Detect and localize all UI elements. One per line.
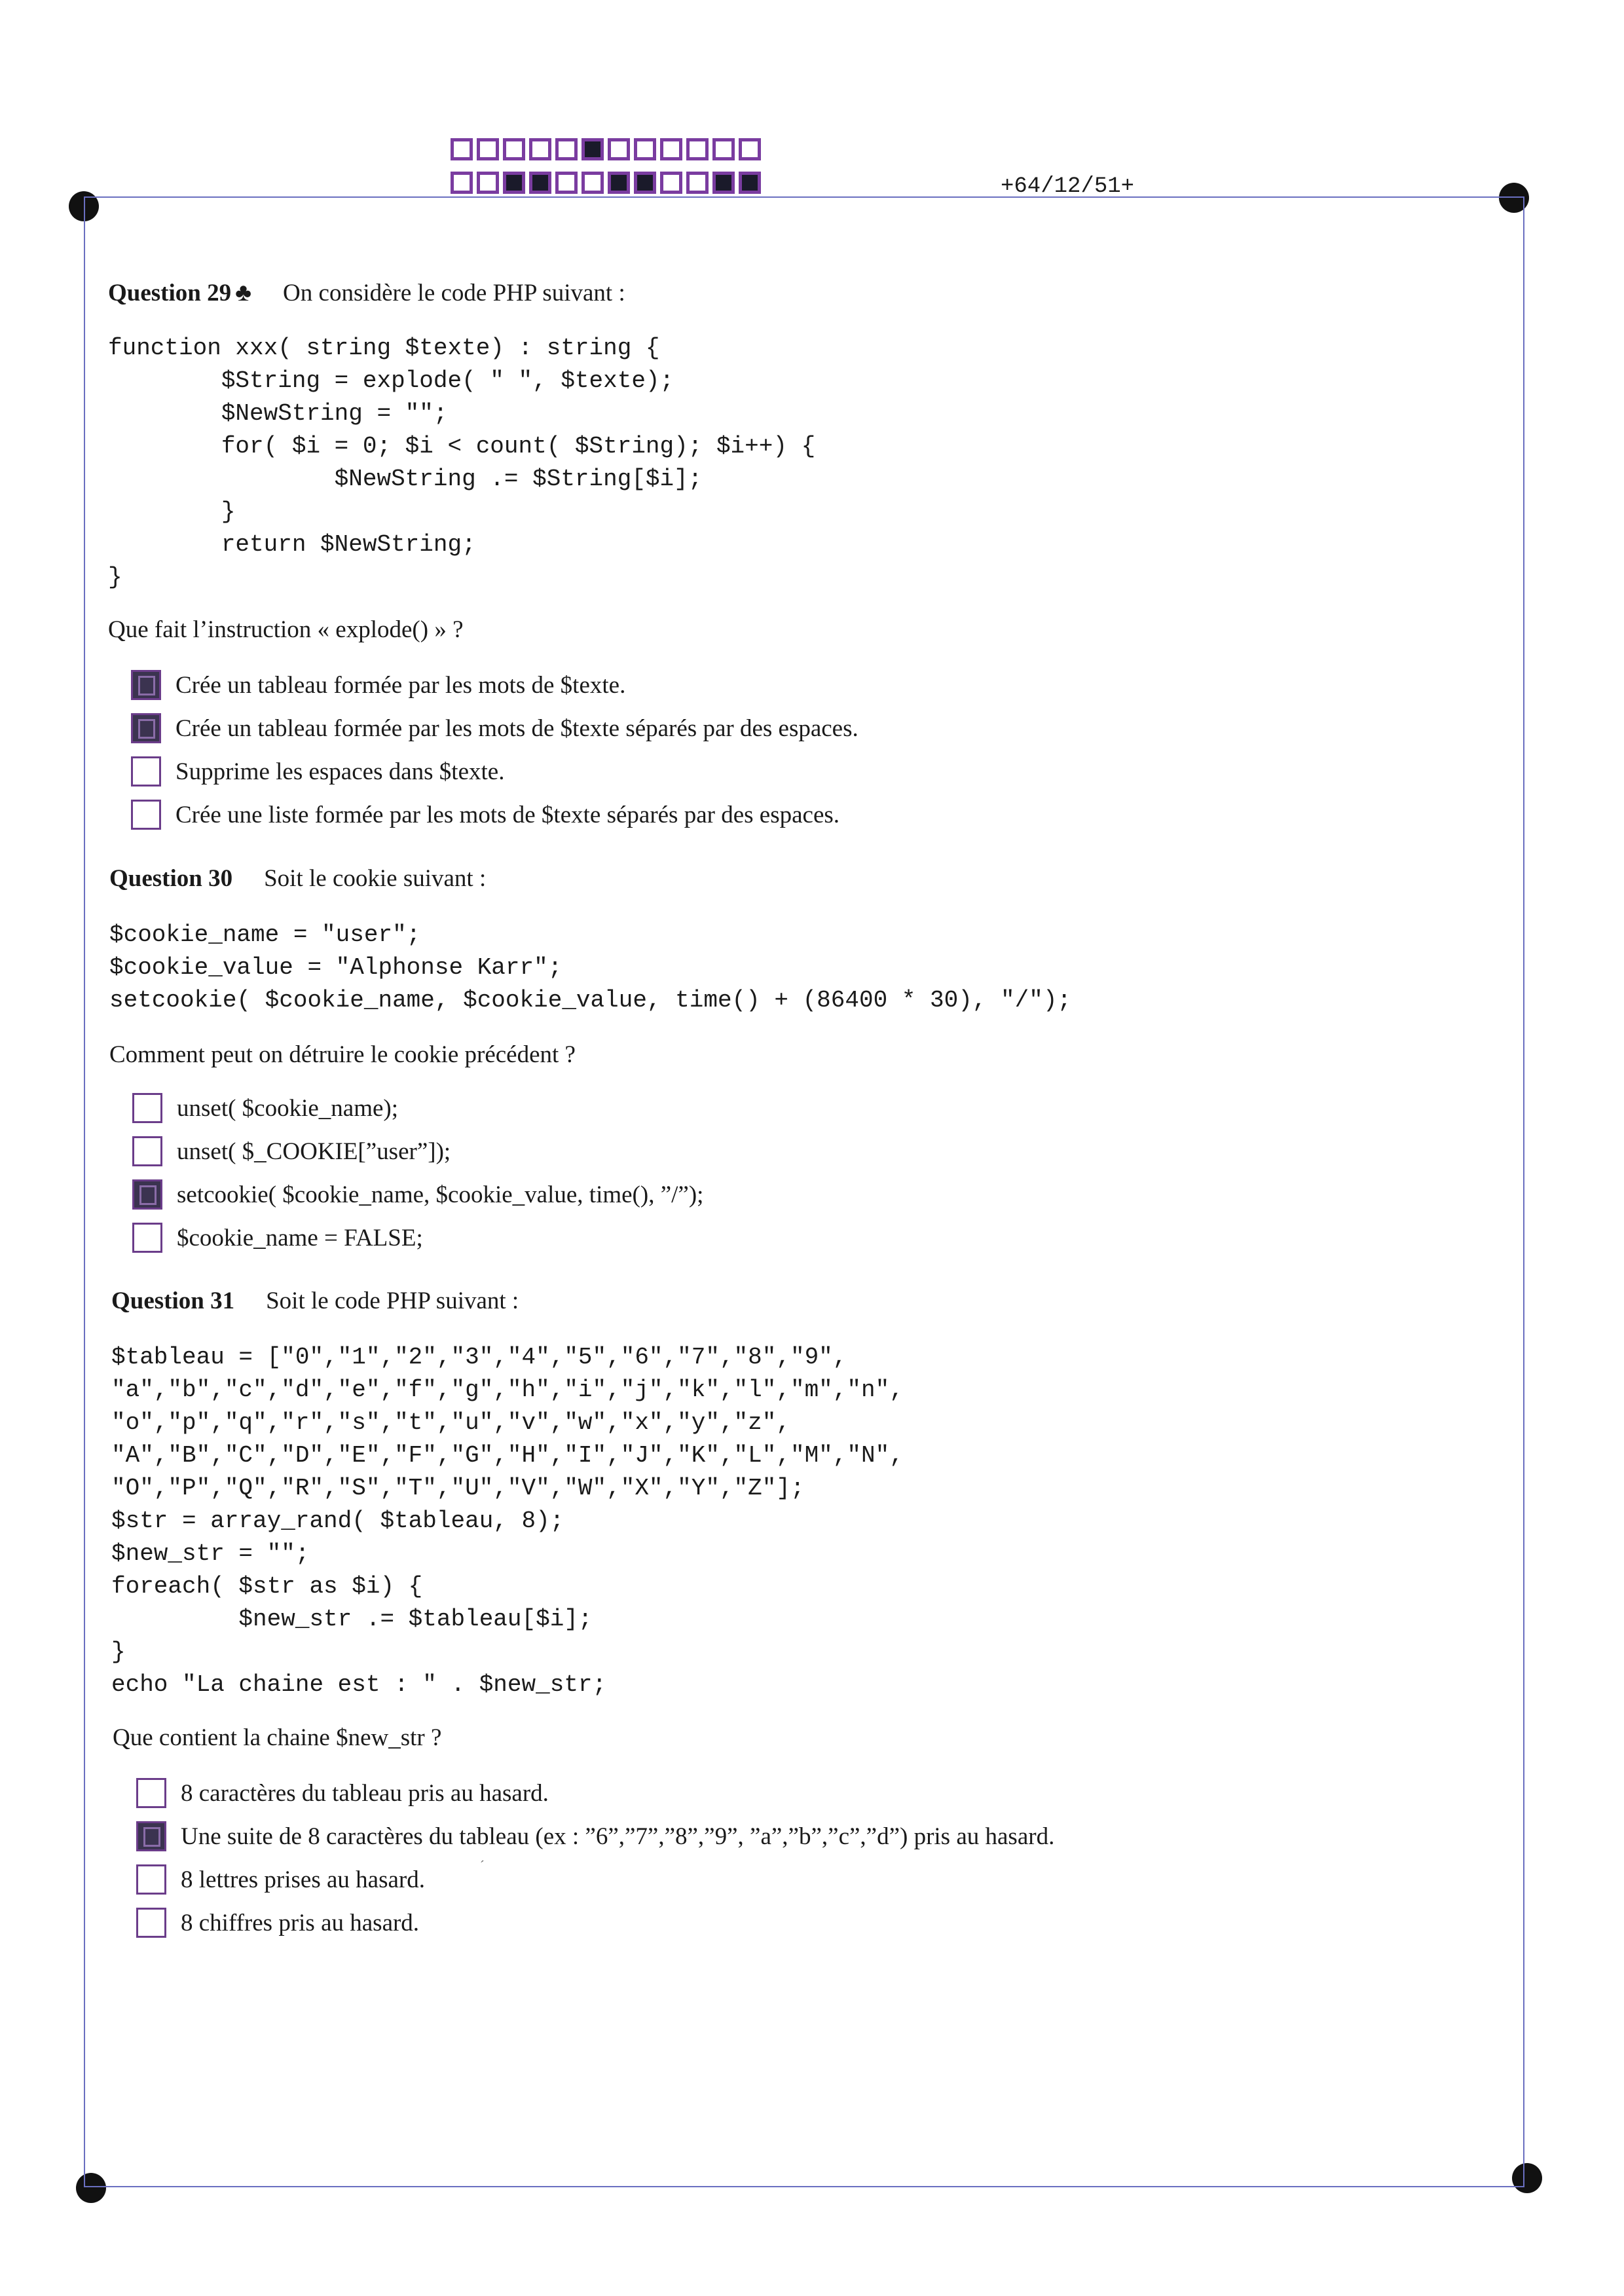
answer-option[interactable] bbox=[132, 1173, 703, 1216]
answer-checkbox[interactable] bbox=[132, 1093, 162, 1123]
barcode-cell bbox=[634, 138, 656, 160]
barcode-cell bbox=[581, 172, 604, 194]
question-30-code: $cookie_name = "user"; $cookie_value = "Alphonse Karr"; setcookie( $cookie_name, $cookie_value, time() + (86400 * 30), "/"); bbox=[109, 921, 1072, 1014]
page-id: +64/12/51+ bbox=[1001, 174, 1135, 199]
answer-option[interactable] bbox=[131, 793, 858, 836]
answer-option[interactable] bbox=[136, 1771, 1054, 1815]
answer-option[interactable] bbox=[131, 707, 858, 750]
answer-text: 8 caractères du tableau pris au hasard. bbox=[181, 1779, 549, 1807]
barcode-cell bbox=[686, 172, 709, 194]
answer-text: 8 lettres prises au hasard. bbox=[181, 1866, 425, 1893]
barcode-cell bbox=[608, 138, 630, 160]
answer-text: $cookie_name = FALSE; bbox=[177, 1224, 423, 1251]
barcode-cell bbox=[529, 138, 551, 160]
answer-checkbox[interactable] bbox=[136, 1908, 166, 1938]
barcode-cell bbox=[477, 172, 499, 194]
answer-text: Crée un tableau formée par les mots de $texte séparés par des espaces. bbox=[175, 714, 858, 742]
question-30-prompt: Comment peut on détruire le cookie précédent ? bbox=[109, 1041, 576, 1068]
barcode-cell bbox=[712, 172, 735, 194]
barcode-cell bbox=[503, 138, 525, 160]
answer-option[interactable] bbox=[132, 1086, 703, 1130]
barcode-cell bbox=[739, 172, 761, 194]
stray-pen-mark: ´ bbox=[480, 1859, 485, 1873]
club-icon: ♣ bbox=[235, 279, 252, 306]
answer-text: setcookie( $cookie_name, $cookie_value, time(), ”/”); bbox=[177, 1181, 704, 1208]
question-30-label: Question 30 bbox=[109, 865, 233, 892]
question-29-answers bbox=[131, 663, 858, 836]
barcode-cell bbox=[581, 138, 604, 160]
barcode-cell bbox=[451, 172, 473, 194]
question-30-intro: Soit le cookie suivant : bbox=[264, 865, 487, 892]
barcode-cell bbox=[555, 172, 578, 194]
answer-option[interactable] bbox=[132, 1130, 703, 1173]
barcode-cell bbox=[739, 138, 761, 160]
barcode-cell bbox=[660, 172, 682, 194]
answer-checkbox[interactable] bbox=[132, 1179, 162, 1210]
answer-text: Crée une liste formée par les mots de $texte séparés par des espaces. bbox=[175, 801, 840, 828]
answer-text: unset( $cookie_name); bbox=[177, 1094, 399, 1122]
answer-option[interactable] bbox=[131, 750, 858, 793]
answer-text: 8 chiffres pris au hasard. bbox=[181, 1909, 420, 1936]
question-29-prompt: Que fait l’instruction « explode() » ? bbox=[108, 616, 464, 643]
question-31-header bbox=[111, 1287, 519, 1315]
answer-checkbox[interactable] bbox=[136, 1864, 166, 1895]
answer-text: Une suite de 8 caractères du tableau (ex : ”6”,”7”,”8”,”9”, ”a”,”b”,”c”,”d”) pris au hasard. bbox=[181, 1823, 1055, 1850]
answer-option[interactable] bbox=[132, 1216, 703, 1259]
answer-checkbox[interactable] bbox=[131, 713, 161, 743]
answer-checkbox[interactable] bbox=[132, 1136, 162, 1166]
question-31-prompt: Que contient la chaine $new_str ? bbox=[113, 1724, 442, 1751]
question-31-answers bbox=[136, 1771, 1054, 1944]
question-29-intro: On considère le code PHP suivant : bbox=[283, 280, 625, 306]
barcode-cell bbox=[608, 172, 630, 194]
answer-checkbox[interactable] bbox=[131, 800, 161, 830]
answer-option[interactable] bbox=[136, 1858, 1054, 1901]
answer-checkbox[interactable] bbox=[132, 1223, 162, 1253]
answer-text: Crée un tableau formée par les mots de $texte. bbox=[175, 671, 626, 699]
question-30-header bbox=[109, 864, 486, 893]
barcode-top bbox=[451, 138, 765, 160]
question-29-header bbox=[108, 278, 625, 307]
answer-text: unset( $_COOKIE[”user”]); bbox=[177, 1138, 451, 1165]
answer-option[interactable] bbox=[136, 1815, 1054, 1858]
barcode-cell bbox=[660, 138, 682, 160]
question-29-code: function xxx( string $texte) : string { $String = explode( " ", $texte); $NewString = ""; for( $i = 0; $i < count( $String); $i++) { $NewString .= $String[$i]; } return $NewString; } bbox=[108, 335, 816, 591]
answer-checkbox[interactable] bbox=[131, 756, 161, 787]
answer-checkbox[interactable] bbox=[136, 1778, 166, 1808]
question-31-intro: Soit le code PHP suivant : bbox=[266, 1287, 519, 1314]
answer-option[interactable] bbox=[131, 663, 858, 707]
question-30-answers bbox=[132, 1086, 703, 1259]
barcode-bottom bbox=[451, 172, 765, 194]
question-31-code: $tableau = ["0","1","2","3","4","5","6","7","8","9", "a","b","c","d","e","f","g","h","i","j","k","l","m","n", "o","p","q","r","s","t","u","v","w","x","y","z", "A","B","C","D","E","F","G","H","I","J","K","L","M","N", "O","P","Q","R","S","T","U","V","W","X","Y","Z"]; $str = array_rand( $tableau, 8); $new_str = ""; foreach( $str as $i) { $new_str .= $tableau[$i]; } echo "La chaine est : " . $new_str; bbox=[111, 1344, 904, 1698]
answer-option[interactable] bbox=[136, 1901, 1054, 1944]
barcode-cell bbox=[634, 172, 656, 194]
barcode-cell bbox=[503, 172, 525, 194]
barcode-cell bbox=[686, 138, 709, 160]
question-29-label: Question 29 ♣ bbox=[108, 279, 252, 306]
barcode-cell bbox=[451, 138, 473, 160]
answer-checkbox[interactable] bbox=[131, 670, 161, 700]
barcode-cell bbox=[477, 138, 499, 160]
barcode-cell bbox=[712, 138, 735, 160]
answer-checkbox[interactable] bbox=[136, 1821, 166, 1851]
barcode-cell bbox=[555, 138, 578, 160]
barcode-cell bbox=[529, 172, 551, 194]
question-31-label: Question 31 bbox=[111, 1287, 235, 1314]
answer-text: Supprime les espaces dans $texte. bbox=[175, 758, 505, 785]
